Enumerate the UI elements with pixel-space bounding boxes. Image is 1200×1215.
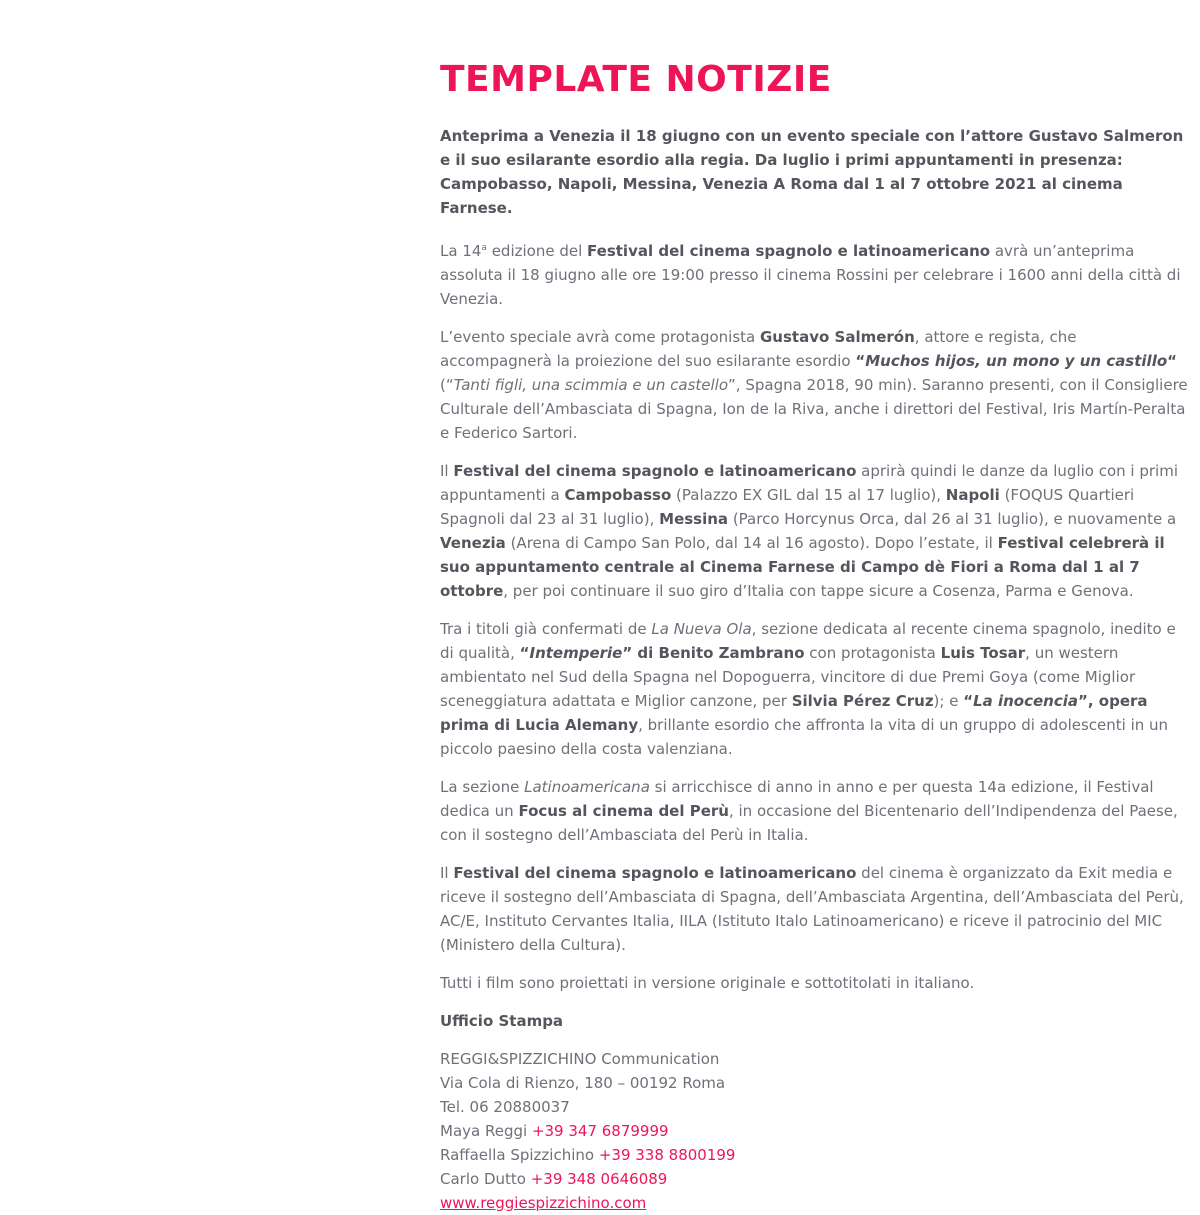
lead-paragraph: Anteprima a Venezia il 18 giugno con un evento speciale con l’attore Gustavo Salmeron e il suo esilarante esordio alla regia. Da luglio i primi appuntamenti in presenza: Campobasso, Napoli, Messina, Venezia A Roma dal 1 al 7 ottobre 2021 al cinema Farnese. [440, 127, 1184, 217]
paragraph-latinoamericana: La sezione Latinoamericana si arricchisce di anno in anno e per questa 14a edizione, il Festival dedica un Focus al cinema del Perù, in occasione del Bicentenario dell’Indipendenza del Paese, con il sostegno dell’Ambasciata del Perù in Italia. [440, 778, 1178, 844]
phone-link[interactable]: +39 338 8800199 [598, 1146, 736, 1164]
phone-link[interactable]: +39 348 0646089 [530, 1170, 668, 1188]
press-office-heading: Ufficio Stampa [440, 1012, 564, 1030]
paragraph-organizzazione: Il Festival del cinema spagnolo e latinoamericano del cinema è organizzato da Exit media e riceve il sostegno dell’Ambasciata di Spagna, dell’Ambasciata Argentina, dell’Ambasciata del Perù, AC/E, Instituto Cervantes Italia, IILA (Istituto Italo Latinoamericano) e riceve il patrocinio del MIC (Ministero della Cultura). [440, 864, 1184, 954]
paragraph-anteprima: La 14$^a$ edizione del Festival del cinema spagnolo e latinoamericano avrà un’anteprima assoluta il 18 giugno alle ore 19:00 presso il cinema Rossini per celebrare i 1600 anni della città di Venezia. [440, 242, 1181, 308]
page-title: TEMPLATE NOTIZIE [440, 59, 832, 100]
paragraph-evento-speciale: L’evento speciale avrà come protagonista Gustavo Salmerón, attore e regista, che accompagnerà la proiezione del suo esilarante esordio “Muchos hijos, un mono y un castillo“ (“Tanti figli, una scimmia e un castello”, Spagna 2018, 90 min). Saranno presenti, con il Consigliere Culturale dell’Ambasciata di Spagna, Ion de la Riva, anche i direttori del Festival, Iris Martín-Peralta e Federico Sartori. [440, 328, 1188, 442]
company-name: REGGI&SPIZZICHINO Communication [440, 1050, 720, 1068]
paragraph-nueva-ola: Tra i titoli già confermati de La Nueva Ola, sezione dedicata al recente cinema spagnolo, inedito e di qualità, “Intemperie” di Benito Zambrano con protagonista Luis Tosar, un western ambientato nel Sud della Spagna nel Dopoguerra, vincitore di due Premi Goya (come Miglior sceneggiatura adattata e Miglior canzone, per Silvia Pérez Cruz); e “La inocencia”, opera prima di Lucia Alemany, brillante esordio che affronta la vita di un gruppo di adolescenti in un piccolo paesino della costa valenziana. [440, 620, 1176, 758]
phone-link[interactable]: +39 347 6879999 [531, 1122, 669, 1140]
paragraph-programma: Il Festival del cinema spagnolo e latinoamericano aprirà quindi le danze da luglio con i primi appuntamenti a Campobasso (Palazzo EX GIL dal 15 al 17 luglio), Napoli (FOQUS Quartieri Spagnoli dal 23 al 31 luglio), Messina (Parco Horcynus Orca, dal 26 al 31 luglio), e nuovamente a Venezia (Arena di Campo San Polo, dal 14 al 16 agosto). Dopo l’estate, il Festival celebrerà il suo appuntamento centrale al Cinema Farnese di Campo dè Fiori a Roma dal 1 al 7 ottobre, per poi continuare il suo giro d’Italia con tappe sicure a Cosenza, Parma e Genova. [440, 462, 1178, 600]
article [440, 58, 1192, 1215]
address: Via Cola di Rienzo, 180 – 00192 Roma [440, 1074, 726, 1092]
contact-person: Raffaella Spizzichino +39 338 8800199 [440, 1146, 736, 1164]
contact-person: Carlo Dutto +39 348 0646089 [440, 1170, 668, 1188]
paragraph-sottotitoli: Tutti i film sono proiettati in versione originale e sottotitolati in italiano. [440, 974, 975, 992]
telephone: Tel. 06 20880037 [440, 1098, 570, 1116]
contact-block [440, 1047, 1192, 1215]
website-link[interactable]: www.reggiespizzichino.com [440, 1194, 647, 1212]
contact-person: Maya Reggi +39 347 6879999 [440, 1122, 669, 1140]
